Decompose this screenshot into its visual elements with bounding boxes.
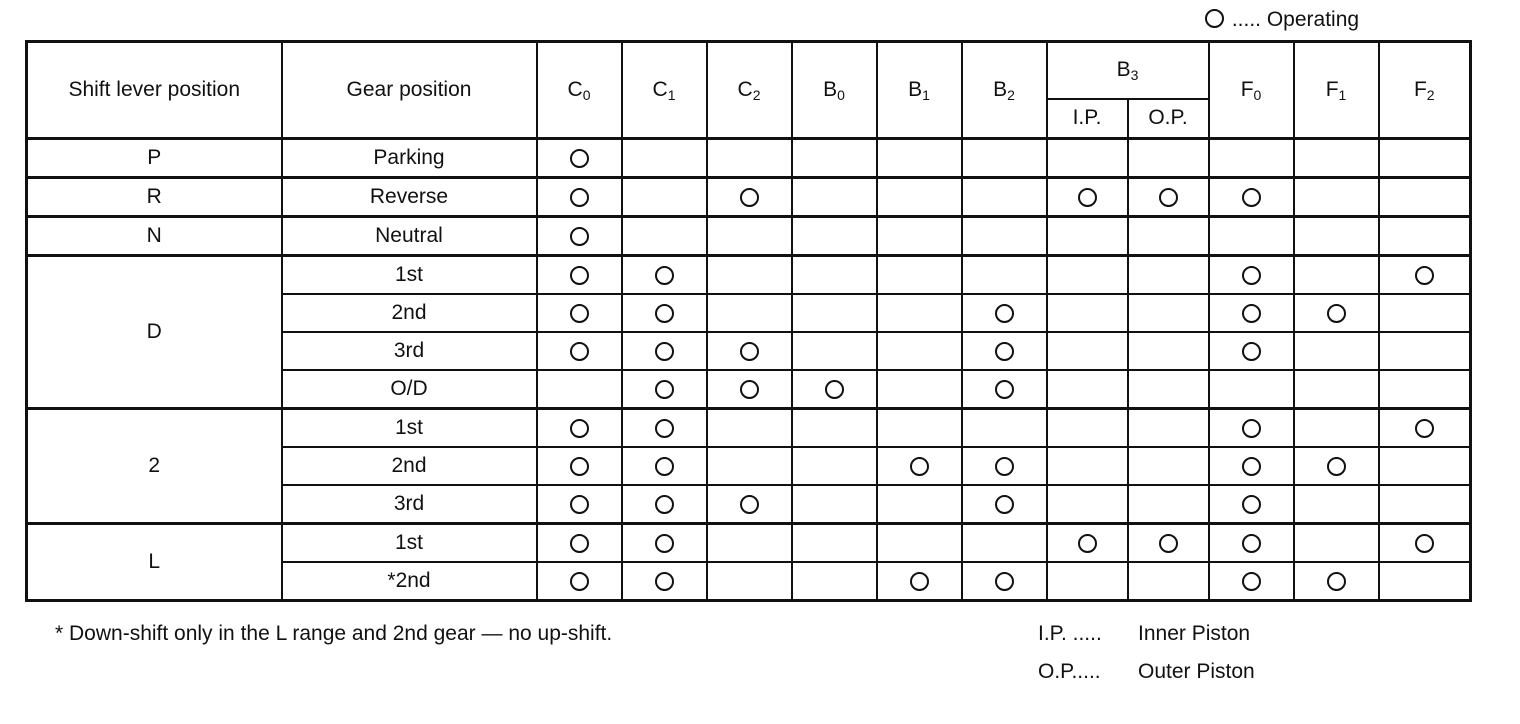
operating-circle-icon [655,534,674,553]
table-row [27,217,1471,256]
operation-cell [1294,139,1379,178]
gear-position-cell: 1st [282,409,537,448]
operation-cell [877,562,962,601]
gear-position-cell: 3rd [282,485,537,524]
table-row [27,139,1471,178]
operating-circle-icon [1242,572,1261,591]
legend-operating [1205,8,1359,32]
table-row [27,524,1471,563]
operation-cell [707,524,792,563]
operation-cell [707,294,792,332]
operation-cell [707,409,792,448]
gear-position-cell: Neutral [282,217,537,256]
header-b1: $B_1$ [877,42,962,139]
operating-circle-icon [1078,534,1097,553]
operation-cell [707,447,792,485]
operation-cell [707,370,792,409]
operation-cell [1294,294,1379,332]
operation-cell [622,562,707,601]
operation-cell [537,294,622,332]
operation-cell [1294,332,1379,370]
shift-lever-cell: L [27,524,282,601]
operation-cell [1294,524,1379,563]
operation-cell [1209,485,1294,524]
operation-cell [1047,409,1128,448]
operation-cell [1047,294,1128,332]
operation-cell [962,139,1047,178]
operation-cell [537,485,622,524]
legend-ip-abbr: I.P. ..... [1038,622,1102,645]
operation-cell [537,256,622,295]
operation-cell [792,217,877,256]
operation-cell [1294,485,1379,524]
operation-cell [962,524,1047,563]
operating-circle-icon [1415,419,1434,438]
operation-cell [792,332,877,370]
operating-circle-icon [655,572,674,591]
operation-cell [622,332,707,370]
operation-cell [1379,294,1471,332]
operation-cell [707,562,792,601]
operating-circle-icon [1327,457,1346,476]
header-b2: $B_2$ [962,42,1047,139]
gear-position-cell: 1st [282,524,537,563]
operation-cell [707,485,792,524]
legend-inner-piston [1038,622,1250,646]
operating-circle-icon [570,534,589,553]
operation-cell [1209,562,1294,601]
operation-cell [877,524,962,563]
header-f2: $F_2$ [1379,42,1471,139]
operation-cell [622,139,707,178]
operating-circle-icon [1242,419,1261,438]
operating-circle-icon [570,304,589,323]
gear-position-cell: 2nd [282,294,537,332]
operating-circle-icon [1242,304,1261,323]
operating-circle-icon [995,457,1014,476]
operation-cell [1379,562,1471,601]
operation-cell [707,217,792,256]
header-b3-ip: I.P. [1047,99,1128,139]
gear-position-cell: Reverse [282,178,537,217]
operation-cell [537,447,622,485]
operating-circle-icon [570,419,589,438]
operation-cell [792,294,877,332]
operating-circle-icon [740,342,759,361]
operating-circle-icon [655,419,674,438]
operation-cell [962,562,1047,601]
operating-circle-icon [1078,188,1097,207]
operation-cell [1209,524,1294,563]
operating-circle-icon [995,380,1014,399]
operating-circle-icon [655,457,674,476]
operating-circle-icon [995,495,1014,514]
shift-lever-cell: D [27,256,282,409]
operation-cell [537,562,622,601]
header-c0: $C_0$ [537,42,622,139]
operating-circle-icon [995,304,1014,323]
operating-circle-icon [655,342,674,361]
operation-cell [1047,562,1128,601]
operation-cell [622,217,707,256]
operation-cell [1209,370,1294,409]
table-body [27,139,1471,601]
operation-cell [792,256,877,295]
operating-circle-icon [1159,188,1178,207]
operating-circle-icon [570,457,589,476]
operation-cell [877,294,962,332]
operation-cell [1294,370,1379,409]
operation-cell [707,178,792,217]
operation-cell [1209,447,1294,485]
operation-cell [1209,256,1294,295]
operation-cell [1128,524,1209,563]
operating-circle-icon [1242,495,1261,514]
table-row [27,256,1471,295]
operating-circle-icon [1242,188,1261,207]
operating-circle-icon [570,266,589,285]
operating-circle-icon [655,304,674,323]
operating-circle-icon [1415,266,1434,285]
operating-circle-icon [740,188,759,207]
operation-cell [792,409,877,448]
legend-outer-piston [1038,660,1255,684]
operating-circle-icon [1327,304,1346,323]
operating-circle-icon [655,266,674,285]
operation-cell [622,485,707,524]
operating-circle-icon [740,380,759,399]
operation-cell [622,178,707,217]
legend-op-label: Outer Piston [1138,660,1255,683]
operation-cell [1294,409,1379,448]
operation-cell [877,256,962,295]
operation-cell [537,524,622,563]
operation-cell [962,409,1047,448]
header-b3: $B_3$ [1047,42,1209,99]
operation-cell [1379,409,1471,448]
operation-cell [1379,139,1471,178]
operation-cell [537,139,622,178]
operation-cell [1047,178,1128,217]
operation-cell [1128,447,1209,485]
header-c1: $C_1$ [622,42,707,139]
operation-cell [1128,294,1209,332]
table-row [27,178,1471,217]
operation-cell [1128,485,1209,524]
operating-circle-icon [655,380,674,399]
operating-circle-icon [825,380,844,399]
operating-circle-icon [995,342,1014,361]
operation-cell [622,370,707,409]
operating-circle-icon [910,457,929,476]
operating-circle-icon [1242,266,1261,285]
operation-cell [622,409,707,448]
operation-cell [1379,370,1471,409]
operation-cell [962,178,1047,217]
operation-cell [877,178,962,217]
circle-icon [1205,9,1224,28]
operation-cell [537,217,622,256]
operation-cell [537,332,622,370]
operating-circle-icon [570,572,589,591]
operation-cell [877,447,962,485]
operation-cell [877,217,962,256]
operation-cell [1047,370,1128,409]
operation-cell [1047,332,1128,370]
operation-cell [1294,562,1379,601]
operation-cell [1294,217,1379,256]
operating-circle-icon [1415,534,1434,553]
operation-cell [1128,178,1209,217]
operation-cell [622,524,707,563]
operating-circle-icon [570,227,589,246]
gear-position-cell: 2nd [282,447,537,485]
legend-ip-label: Inner Piston [1138,622,1251,645]
operating-circle-icon [910,572,929,591]
operation-cell [1047,256,1128,295]
operation-cell [537,409,622,448]
operation-cell [792,139,877,178]
operation-cell [1128,370,1209,409]
operation-cell [622,447,707,485]
operating-circle-icon [1242,534,1261,553]
shift-lever-cell: 2 [27,409,282,524]
operation-cell [877,370,962,409]
operation-cell [1379,178,1471,217]
operation-cell [622,294,707,332]
header-gear-position: Gear position [282,42,537,139]
header-b0: $B_0$ [792,42,877,139]
operation-cell [962,332,1047,370]
operation-cell [792,447,877,485]
operation-cell [1209,178,1294,217]
operation-cell [707,256,792,295]
operation-cell [962,370,1047,409]
gear-position-cell: 3rd [282,332,537,370]
gear-position-cell: 1st [282,256,537,295]
operating-circle-icon [740,495,759,514]
operation-cell [1128,256,1209,295]
operation-cell [792,178,877,217]
operation-cell [1379,217,1471,256]
operation-cell [1128,409,1209,448]
header-shift-lever-position: Shift lever position [27,42,282,139]
operating-circle-icon [570,495,589,514]
operation-cell [707,332,792,370]
gear-position-cell: *2nd [282,562,537,601]
header-f0: $F_0$ [1209,42,1294,139]
clutch-brake-operation-table [25,40,1472,602]
operating-circle-icon [570,149,589,168]
operation-cell [877,485,962,524]
operating-circle-icon [995,572,1014,591]
operation-cell [537,370,622,409]
operating-circle-icon [1159,534,1178,553]
operation-cell [877,139,962,178]
operating-circle-icon [655,495,674,514]
operating-circle-icon [1242,342,1261,361]
operation-cell [1128,139,1209,178]
operation-cell [1209,294,1294,332]
legend-op-abbr: O.P..... [1038,660,1101,683]
shift-lever-cell: N [27,217,282,256]
operation-cell [1379,485,1471,524]
legend-operating-text: ..... Operating [1231,8,1360,31]
operation-cell [792,524,877,563]
operation-cell [792,562,877,601]
operation-cell [877,409,962,448]
operation-cell [792,370,877,409]
footnote: * Down-shift only in the L range and 2nd gear — no up-shift. [55,622,613,645]
operation-cell [1379,524,1471,563]
operating-circle-icon [1242,457,1261,476]
shift-lever-cell: P [27,139,282,178]
operation-cell [1047,485,1128,524]
header-b3-op: O.P. [1128,99,1209,139]
operation-cell [877,332,962,370]
operation-cell [1047,447,1128,485]
operation-cell [707,139,792,178]
operation-cell [1294,447,1379,485]
operation-cell [962,447,1047,485]
operation-cell [622,256,707,295]
operation-cell [1294,178,1379,217]
gear-position-cell: Parking [282,139,537,178]
operation-cell [962,217,1047,256]
operation-cell [962,485,1047,524]
operation-cell [1128,217,1209,256]
operating-circle-icon [570,342,589,361]
operation-cell [1379,332,1471,370]
gear-position-cell: O/D [282,370,537,409]
operation-cell [1379,256,1471,295]
operation-cell [1209,217,1294,256]
operation-cell [1379,447,1471,485]
operation-cell [1128,562,1209,601]
operation-cell [537,178,622,217]
shift-lever-cell: R [27,178,282,217]
operation-cell [1128,332,1209,370]
header-c2: $C_2$ [707,42,792,139]
operation-cell [1209,409,1294,448]
operating-circle-icon [1327,572,1346,591]
operation-cell [962,256,1047,295]
operating-circle-icon [570,188,589,207]
operation-cell [1294,256,1379,295]
operation-cell [1209,139,1294,178]
operation-cell [1047,524,1128,563]
operation-cell [792,485,877,524]
operation-cell [962,294,1047,332]
operation-cell [1047,217,1128,256]
operation-cell [1209,332,1294,370]
header-f1: $F_1$ [1294,42,1379,139]
operation-cell [1047,139,1128,178]
table-row [27,409,1471,448]
